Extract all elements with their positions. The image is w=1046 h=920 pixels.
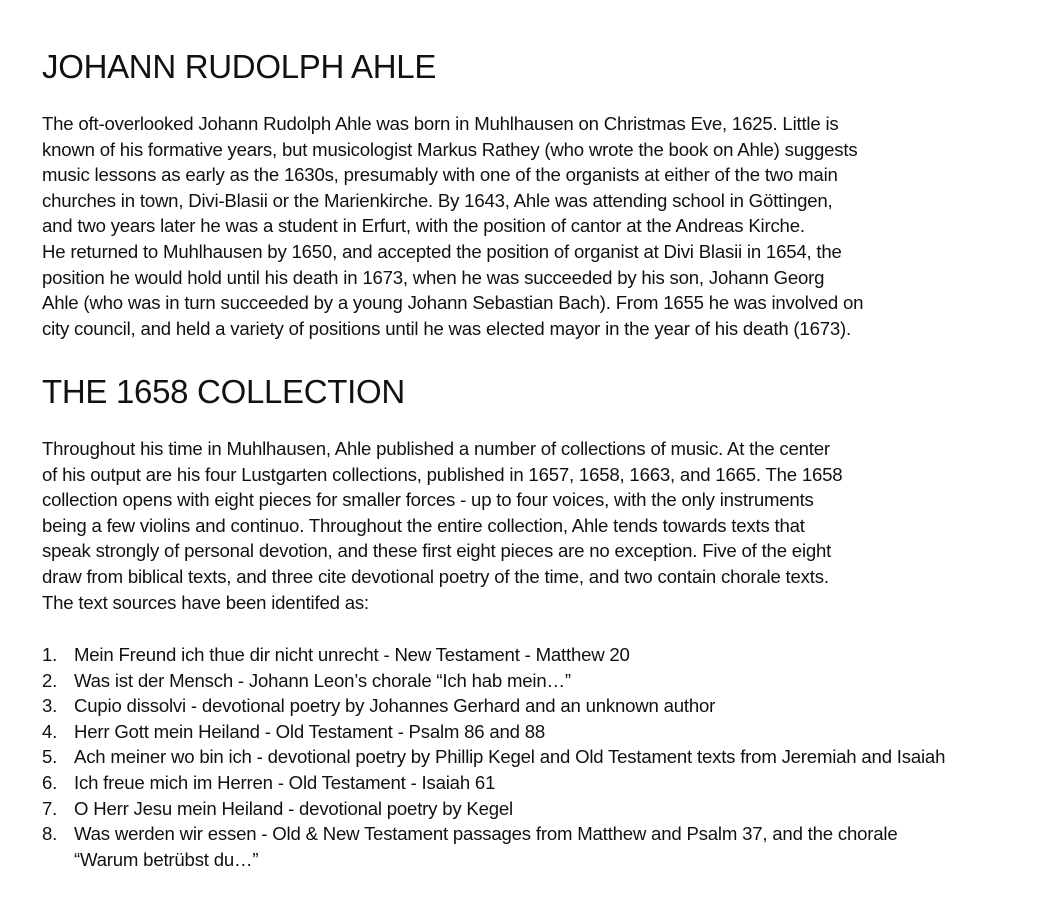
list-item — [42, 719, 954, 745]
list-text: Cupio dissolvi - devotional poetry by Johannes Gerhard and an unknown author — [74, 695, 716, 717]
text-line: Throughout his time in Muhlhausen, Ahle published a number of collections of music. At the center — [42, 438, 830, 459]
text-line: The oft-overlooked Johann Rudolph Ahle was born in Muhlhausen on Christmas Eve, 1625. Little is — [42, 113, 839, 134]
list-number: 4. — [42, 720, 58, 742]
list-text: Ich freue mich im Herren - Old Testament - Isaiah 61 — [74, 771, 496, 793]
list-item — [42, 744, 954, 770]
text-line: position he would hold until his death in 1673, when he was succeeded by his son, Johann Georg — [42, 266, 825, 288]
list-text: Was ist der Mensch - Johann Leon’s chorale “Ich hab mein…” — [74, 669, 571, 691]
section-heading-collection: THE 1658 COLLECTION — [42, 373, 405, 410]
list-text: Ach meiner wo bin ich - devotional poetry by Phillip Kegel and Old Testament texts from Jeremiah and Isaiah — [74, 746, 946, 768]
list-text: Mein Freund ich thue dir nicht unrecht - New Testament - Matthew 20 — [74, 644, 630, 665]
list-item — [42, 821, 954, 872]
list-number: 1. — [42, 644, 58, 665]
text-line: known of his formative years, but musicologist Markus Rathey (who wrote the book on Ahle) suggests — [42, 138, 858, 160]
list-item — [42, 642, 954, 668]
list-item — [42, 770, 954, 796]
text-line: He returned to Muhlhausen by 1650, and accepted the position of organist at Divi Blasii in 1654, the — [42, 240, 842, 262]
list-item — [42, 668, 954, 694]
list-text: O Herr Jesu mein Heiland - devotional poetry by Kegel — [74, 797, 513, 819]
biography-paragraph — [42, 111, 863, 341]
text-line: The text sources have been identifed as: — [42, 591, 369, 613]
list-text: Was werden wir essen - Old & New Testament passages from Matthew and Psalm 37, and the chorale “Warum betrübst du…” — [74, 823, 898, 870]
text-line: Ahle (who was in turn succeeded by a young Johann Sebastian Bach). From 1655 he was involved on — [42, 292, 864, 314]
collection-paragraph — [42, 436, 842, 615]
list-number: 7. — [42, 797, 58, 819]
text-line: draw from biblical texts, and three cite devotional poetry of the time, and two contain chorale texts. — [42, 565, 829, 587]
list-item — [42, 693, 954, 719]
list-item — [42, 796, 954, 822]
text-line: collection opens with eight pieces for smaller forces - up to four voices, with the only instruments — [42, 489, 814, 511]
text-line: being a few violins and continuo. Throughout the entire collection, Ahle tends towards texts that — [42, 514, 805, 536]
text-line: speak strongly of personal devotion, and these first eight pieces are no exception. Five of the eight — [42, 540, 832, 562]
text-line: churches in town, Divi-Blasii or the Marienkirche. By 1643, Ahle was attending school in Göttingen, — [42, 189, 833, 211]
list-number: 8. — [42, 823, 58, 845]
list-text: Herr Gott mein Heiland - Old Testament - Psalm 86 and 88 — [74, 720, 546, 742]
list-number: 6. — [42, 771, 58, 793]
list-number: 2. — [42, 669, 58, 691]
list-number: 5. — [42, 746, 58, 768]
text-line: music lessons as early as the 1630s, presumably with one of the organists at either of the two main — [42, 164, 838, 186]
text-sources-list — [42, 642, 954, 872]
text-line: and two years later he was a student in Erfurt, with the position of cantor at the Andreas Kirche. — [42, 215, 805, 237]
text-line: city council, and held a variety of positions until he was elected mayor in the year of his death (1673). — [42, 317, 851, 339]
list-number: 3. — [42, 695, 58, 717]
text-line: of his output are his four Lustgarten collections, published in 1657, 1658, 1663, and 1665. The 1658 — [42, 463, 843, 485]
section-heading-ahle: JOHANN RUDOLPH AHLE — [42, 48, 437, 85]
